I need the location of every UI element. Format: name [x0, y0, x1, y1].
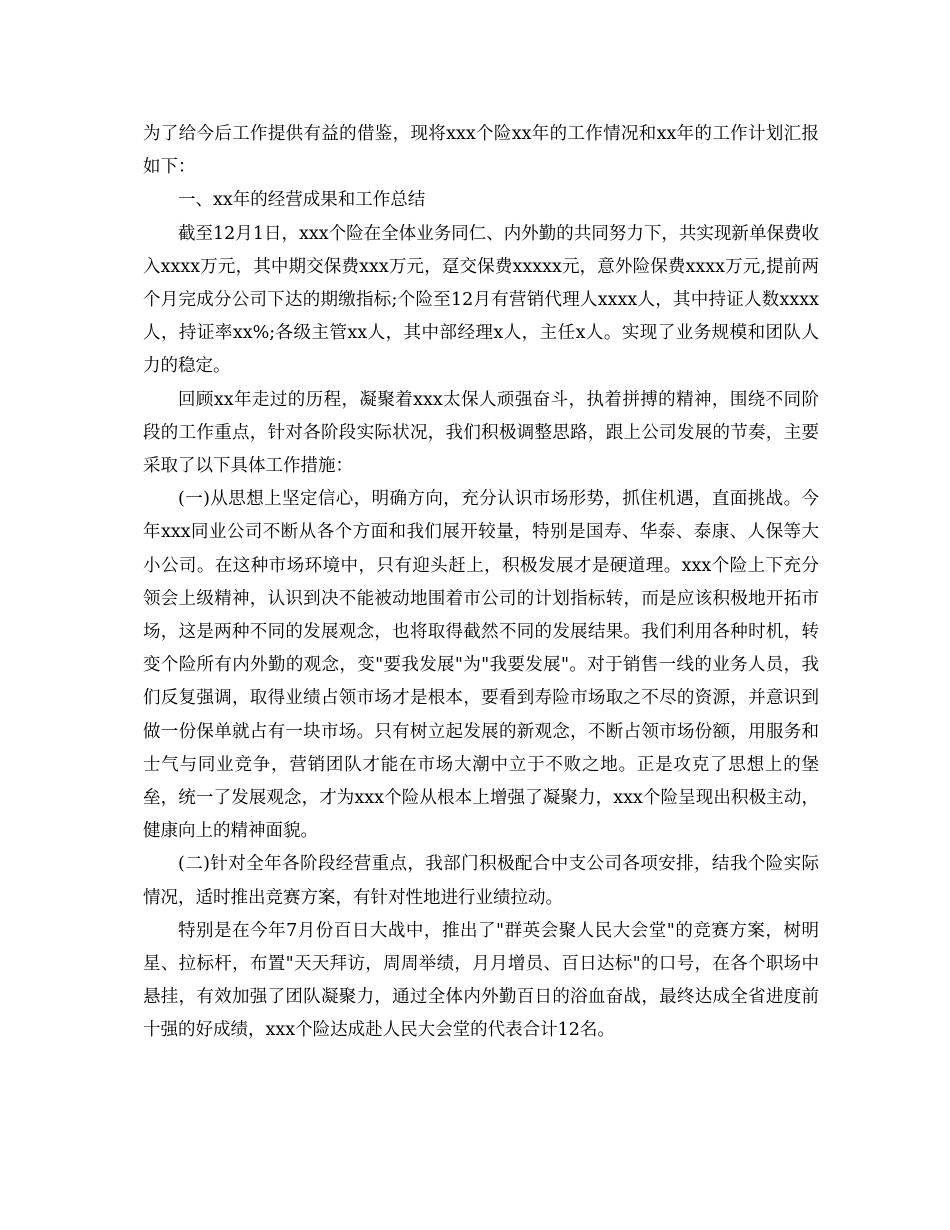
- paragraph-campaign: 特别是在今年7月份百日大战中，推出了"群英会聚人民大会堂"的竞赛方案，树明星、拉标杆，布置"天天拜访，周周举绩，月月增员、百日达标"的口号，在各个职场中悬挂，有效加强了团队凝聚力，通过全体内外勤百日的浴血奋战，最终达成全省进度前十强的好成绩，xxx个险达成赴人民大会堂的代表合计12名。: [143, 920, 819, 1041]
- paragraph-review: 回顾xx年走过的历程，凝聚着xxx太保人顽强奋斗，执着拼搏的精神，围绕不同阶段的工作重点，针对各阶段实际状况，我们积极调整思路，跟上公司发展的节奏，主要采取了以下具体工作措施：: [143, 389, 819, 477]
- section-heading-1: 一、xx年的经营成果和工作总结: [178, 190, 426, 211]
- paragraph-measure-1: (一)从思想上坚定信心，明确方向，充分认识市场形势，抓住机遇，直面挑战。今年xxx同业公司不断从各个方面和我们展开较量，特别是国寿、华泰、泰康、人保等大小公司。在这种市场环境中，只有迎头赶上，积极发展才是硬道理。xxx个险上下充分领会上级精神，认识到决不能被动地围着市公司的计划指标转，而是应该积极地开拓市场，这是两种不同的发展观念，也将取得截然不同的发展结果。我们利用各种时机，转变个险所有内外勤的观念，变"要我发展"为"我要发展"。对于销售一线的业务人员，我们反复强调，取得业绩占领市场才是根本，要看到寿险市场取之不尽的资源，并意识到做一份保单就占有一块市场。只有树立起发展的新观念，不断占领市场份额，用服务和士气与同业竞争，营销团队才能在市场大潮中立于不败之地。正是攻克了思想上的堡垒，统一了发展观念，才为xxx个险从根本上增强了凝聚力，xxx个险呈现出积极主动，健康向上的精神面貌。: [143, 489, 819, 842]
- paragraph-intro: 为了给今后工作提供有益的借鉴，现将xxx个险xx年的工作情况和xx年的工作计划汇报如下：: [143, 124, 819, 178]
- document-body: [143, 118, 819, 1048]
- paragraph-measure-2: (二)针对全年各阶段经营重点，我部门积极配合中支公司各项安排，结我个险实际情况，适时推出竞赛方案，有针对性地进行业绩拉动。: [143, 854, 819, 908]
- paragraph-results: 截至12月1日，xxx个险在全体业务同仁、内外勤的共同努力下，共实现新单保费收入xxxx万元，其中期交保费xxx万元，趸交保费xxxxx元，意外险保费xxxx万元,提前两个月完成分公司下达的期缴指标;个险至12月有营销代理人xxxx人，其中持证人数xxxx人，持证率xx%;各级主管xx人，其中部经理x人，主任x人。实现了业务规模和团队人力的稳定。: [143, 223, 819, 377]
